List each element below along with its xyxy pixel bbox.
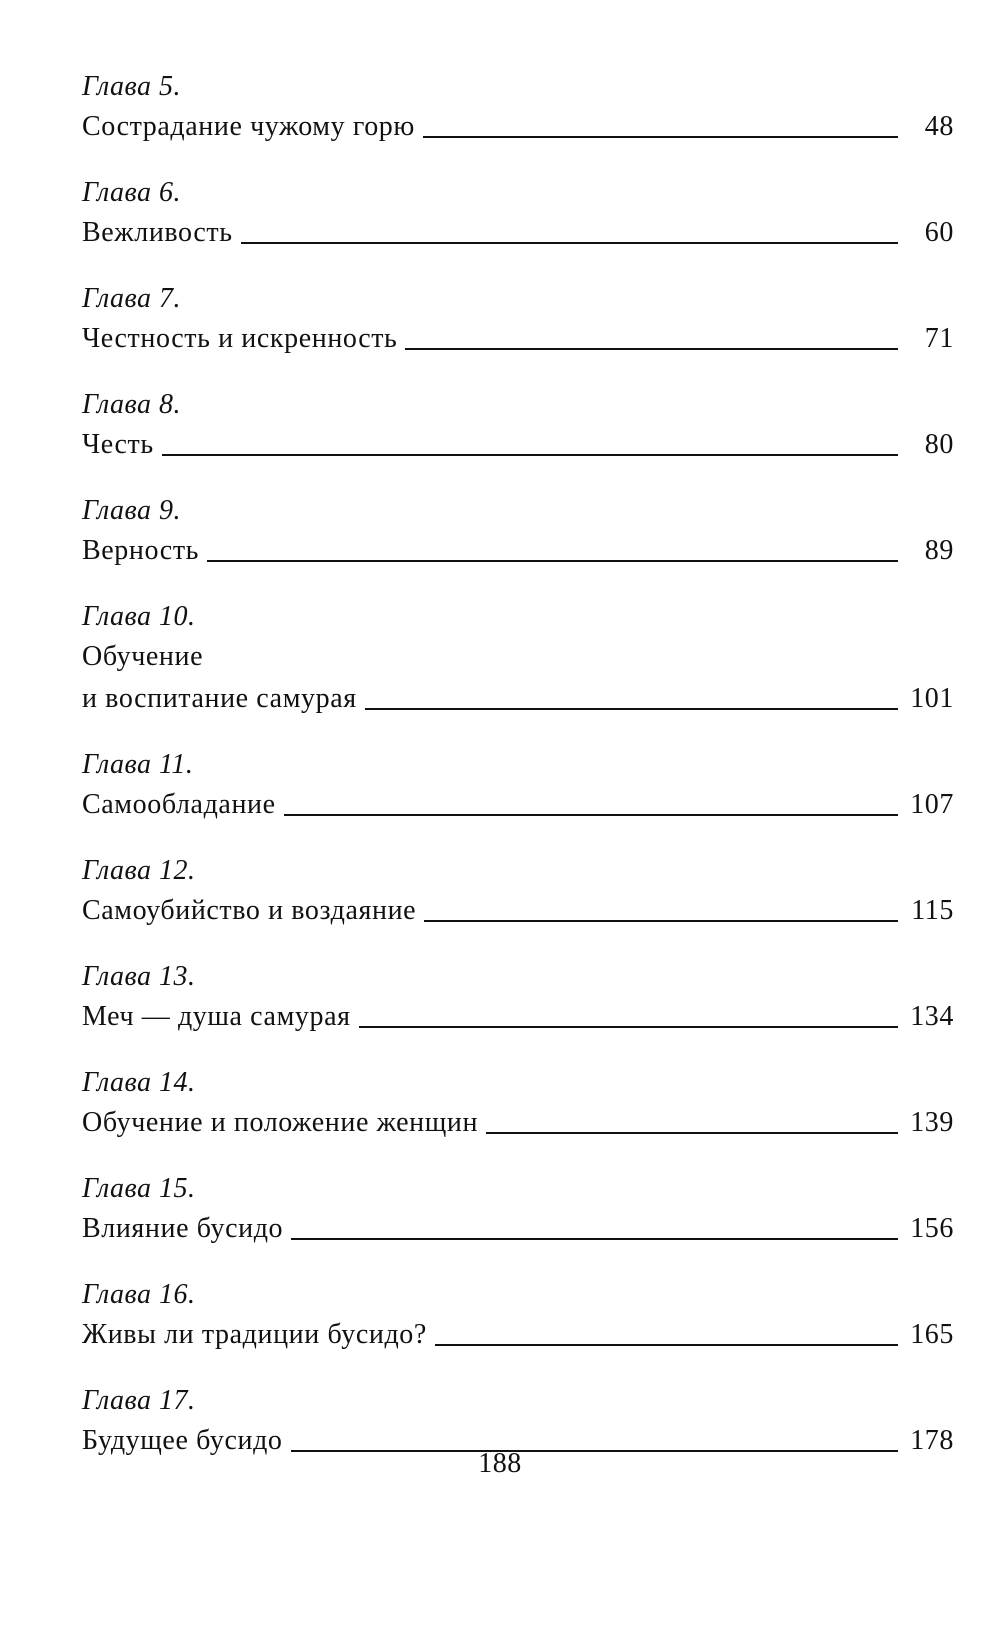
chapter-title-line: Обучение [82, 641, 204, 672]
toc-row [82, 678, 954, 720]
toc-entry [82, 746, 954, 826]
leader-line [365, 707, 898, 710]
chapter-page-number: 80 [924, 429, 954, 460]
chapter-label: Глава 5. [82, 71, 181, 102]
toc-row [82, 996, 954, 1038]
leader-line [291, 1237, 898, 1240]
chapter-label: Глава 12. [82, 855, 196, 886]
chapter-page-number: 139 [910, 1107, 954, 1138]
leader-line [405, 347, 898, 350]
toc-entry [82, 852, 954, 932]
chapter-label: Глава 8. [82, 389, 181, 420]
chapter-label: Глава 14. [82, 1067, 196, 1098]
chapter-page-number: 115 [911, 895, 954, 926]
toc-row [82, 318, 954, 360]
chapter-label: Глава 6. [82, 177, 181, 208]
chapter-page-number: 107 [910, 789, 954, 820]
chapter-page-number: 101 [910, 683, 954, 714]
chapter-title: Вежливость [82, 217, 233, 248]
chapter-page-number: 48 [924, 111, 954, 142]
chapter-label: Глава 13. [82, 961, 196, 992]
table-of-contents [82, 68, 954, 1488]
toc-row [82, 106, 954, 148]
leader-line [424, 919, 898, 922]
toc-entry [82, 958, 954, 1038]
page-number: 188 [478, 1448, 522, 1479]
chapter-label: Глава 17. [82, 1385, 196, 1416]
chapter-page-number: 134 [910, 1001, 954, 1032]
chapter-title: Верность [82, 535, 200, 566]
toc-entry [82, 598, 954, 720]
chapter-label: Глава 9. [82, 495, 181, 526]
toc-row [82, 784, 954, 826]
toc-row [82, 212, 954, 254]
leader-line [423, 135, 898, 138]
toc-entry [82, 386, 954, 466]
leader-line [284, 813, 898, 816]
chapter-title: Честь [82, 429, 154, 460]
chapter-page-number: 60 [924, 217, 954, 248]
chapter-label: Глава 10. [82, 601, 196, 632]
chapter-title: Меч — душа самурая [82, 1001, 351, 1032]
toc-row [82, 424, 954, 466]
toc-row [82, 1102, 954, 1144]
chapter-title: и воспитание самурая [82, 683, 357, 714]
chapter-title: Сострадание чужому горю [82, 111, 415, 142]
toc-entry [82, 1170, 954, 1250]
toc-entry [82, 1064, 954, 1144]
chapter-title: Влияние бусидо [82, 1213, 284, 1244]
leader-line [435, 1343, 898, 1346]
chapter-page-number: 71 [924, 323, 954, 354]
leader-line [241, 241, 898, 244]
toc-entry [82, 280, 954, 360]
chapter-title: Честность и искренность [82, 323, 398, 354]
toc-entry [82, 1276, 954, 1356]
chapter-label: Глава 11. [82, 749, 194, 780]
toc-row [82, 530, 954, 572]
toc-row [82, 1314, 954, 1356]
toc-entry [82, 174, 954, 254]
toc-entry [82, 492, 954, 572]
chapter-page-number: 165 [910, 1319, 954, 1350]
toc-entry [82, 68, 954, 148]
leader-line [207, 559, 898, 562]
chapter-page-number: 89 [924, 535, 954, 566]
chapter-title: Живы ли традиции бусидо? [82, 1319, 427, 1350]
leader-line [486, 1131, 898, 1134]
toc-row [82, 890, 954, 932]
chapter-title: Обучение и положение женщин [82, 1107, 479, 1138]
chapter-title: Будущее бусидо [82, 1425, 283, 1456]
chapter-title: Самоубийство и воздаяние [82, 895, 417, 926]
chapter-title: Самообладание [82, 789, 276, 820]
chapter-label: Глава 16. [82, 1279, 196, 1310]
chapter-label: Глава 15. [82, 1173, 196, 1204]
chapter-page-number: 178 [910, 1425, 954, 1456]
chapter-page-number: 156 [910, 1213, 954, 1244]
leader-line [162, 453, 898, 456]
leader-line [359, 1025, 898, 1028]
toc-row [82, 1208, 954, 1250]
chapter-label: Глава 7. [82, 283, 181, 314]
